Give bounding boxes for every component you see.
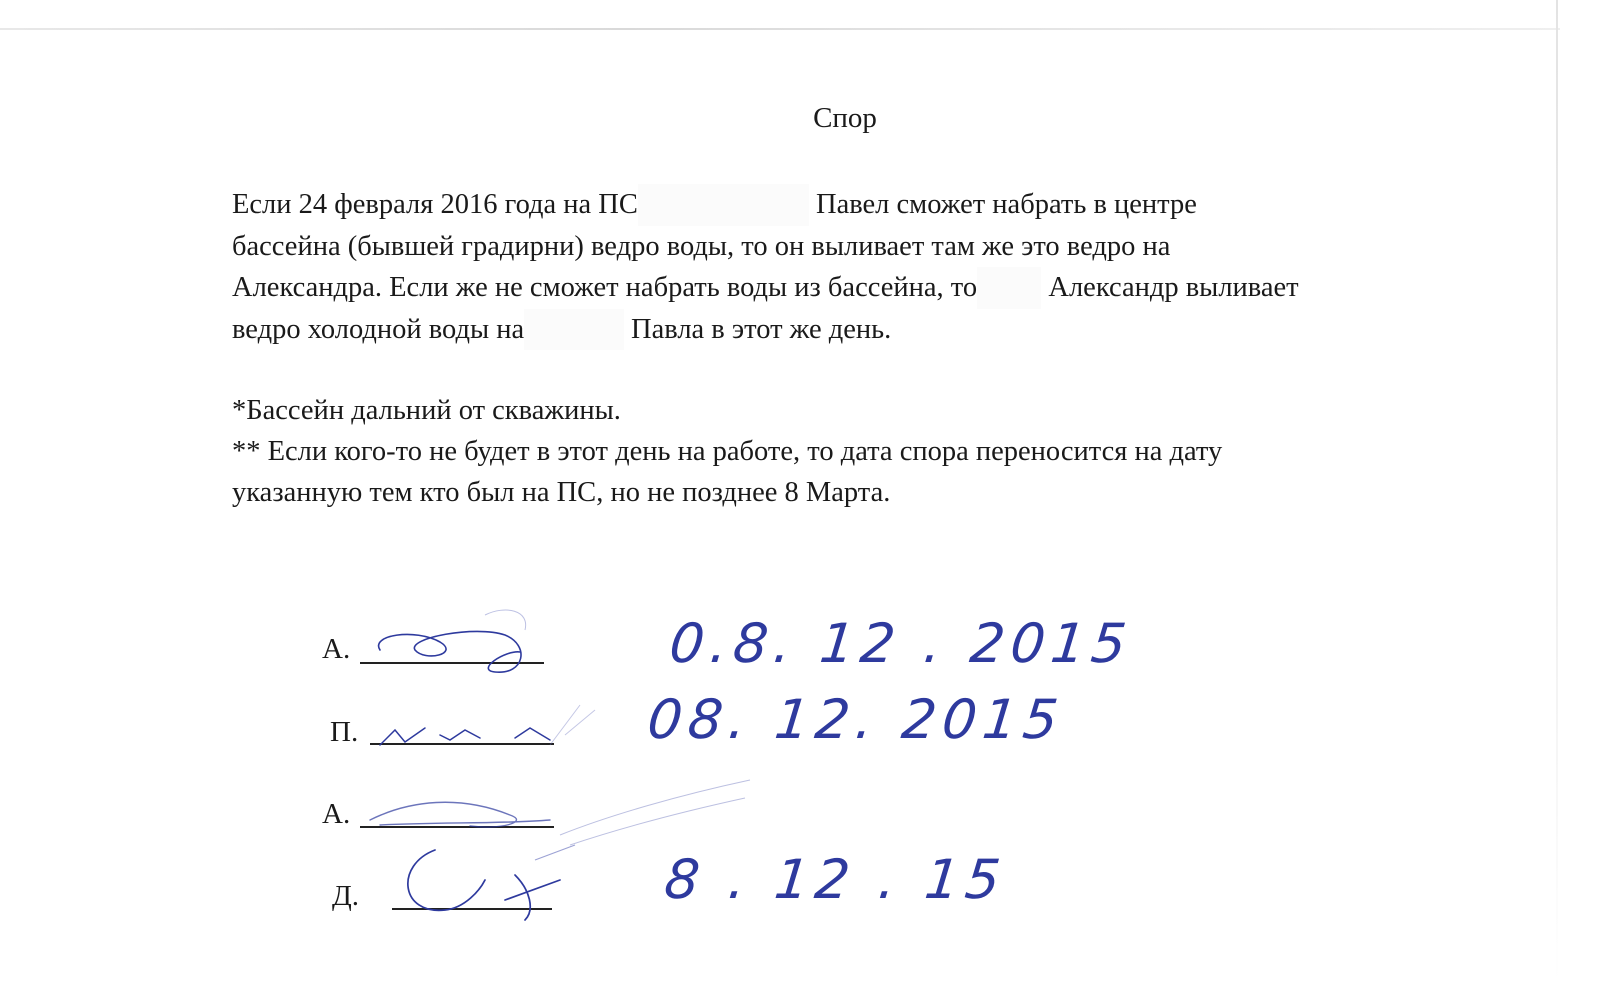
signatory-initial: А. [322, 633, 351, 665]
paragraph-line-1b: Павел сможет набрать в центре [808, 189, 1197, 220]
note-1: *Бассейн дальний от скважины. [232, 395, 621, 426]
paragraph-line-3a: Александра. Если же не сможет набрать воды из бассейна, то [232, 272, 978, 303]
signatory-initial: А. [322, 798, 351, 830]
notes-block [232, 390, 1492, 513]
signatory-initial: Д. [332, 880, 360, 912]
handwritten-signature [385, 820, 595, 930]
scan-edge-right [1556, 0, 1558, 984]
handwritten-signature [365, 690, 605, 760]
redacted-text [524, 309, 624, 351]
paragraph-line-3b: Александр выливает [1041, 272, 1299, 303]
note-3: указанную тем кто был на ПС, но не позднее 8 Марта. [232, 477, 891, 508]
handwritten-date: 8 . 12 . 15 [661, 848, 1010, 911]
document-title: Спор [813, 102, 877, 134]
paragraph-line-1a: Если 24 февраля 2016 года на ПС [232, 189, 638, 220]
paragraph-line-4b: Павла в этот же день. [623, 313, 892, 345]
handwritten-date: 08. 12. 2015 [644, 688, 1067, 751]
redacted-text [638, 184, 809, 226]
note-2: ** Если кого-то не будет в этот день на работе, то дата спора переносится на дату [232, 436, 1223, 467]
paragraph-line-2: бассейна (бывшей градирни) ведро воды, то он выливает там же это ведро на [232, 230, 1171, 262]
scan-edge-top [0, 28, 1560, 30]
redacted-text [977, 267, 1041, 309]
paragraph-line-4a: ведро холодной воды на [232, 313, 525, 345]
handwritten-signature [355, 590, 545, 685]
main-paragraph [232, 184, 1492, 350]
handwritten-date: 0.8. 12 . 2015 [666, 612, 1136, 675]
signatory-initial: П. [330, 716, 359, 748]
